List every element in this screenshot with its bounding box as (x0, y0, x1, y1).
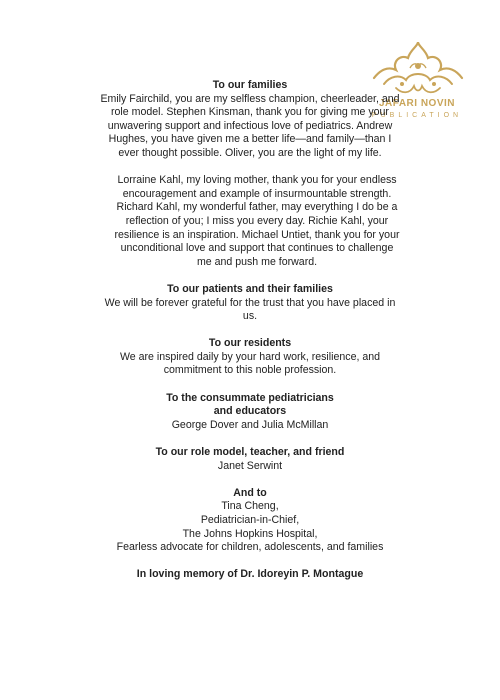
spacer (100, 161, 400, 175)
heading-pediatricians-line-2: and educators (213, 405, 287, 418)
patients-text: We will be forever grateful for the trust that you have placed in us. (104, 296, 396, 323)
and-to-line-2: Pediatrician-in-Chief, (200, 514, 300, 526)
heading-patients: To our patients and their families (167, 282, 333, 295)
logo-subtitle: PUBLICATION (371, 112, 463, 119)
spacer (100, 378, 400, 392)
dedication-text (100, 79, 400, 582)
spacer (100, 432, 400, 446)
spacer (100, 555, 400, 569)
heading-residents: To our residents (208, 337, 292, 350)
spacer (100, 473, 400, 487)
families-paragraph-1: Emily Fairchild, you are my selfless champion, cheerleader, and role model. Stephen Kinsman, thank you for giving me your unwavering support and infectious love of pediatrics. Andrew Hughes, you have given me a better life—and family—than I ever thought possible. Oliver, you are the light of my life. (100, 92, 400, 159)
logo-name: JAFARI NOVIN (378, 98, 455, 109)
spacer (100, 269, 400, 283)
heading-memory: In loving memory of Dr. Idoreyin P. Montague (136, 568, 364, 581)
and-to-line-4: Fearless advocate for children, adolescents, and families (116, 541, 384, 554)
heading-families: To our families (212, 79, 288, 91)
pediatricians-text: George Dover and Julia McMillan (171, 418, 329, 431)
and-to-line-1: Tina Cheng, (221, 500, 279, 513)
role-model-text: Janet Serwint (217, 459, 283, 472)
residents-text: We are inspired daily by your hard work, resilience, and commitment to this noble profession. (119, 350, 381, 377)
and-to-line-3: The Johns Hopkins Hospital, (182, 527, 318, 540)
heading-role-model: To our role model, teacher, and friend (155, 446, 345, 459)
spacer (100, 324, 400, 338)
heading-pediatricians-line-1: To the consummate pediatricians (166, 391, 334, 404)
families-paragraph-2: Lorraine Kahl, my loving mother, thank you for your endless encouragement and example of insurmountable strength. Richard Kahl, my wonderful father, may everything I do be a reflection of you; I miss you every day. Richie Kahl, your resilience is an inspiration. Michael Untiet, thank you for your unconditional love and support that continues to challenge me and push me forward. (114, 174, 400, 268)
heading-and-to: And to (233, 486, 267, 499)
